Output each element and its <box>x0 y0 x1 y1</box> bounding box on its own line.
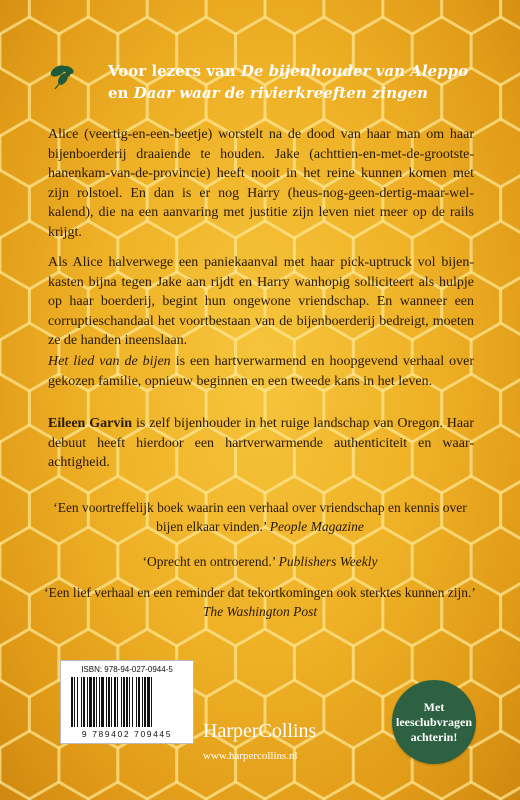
review-quote: ‘Een lief verhaal en een reminder dat tekortkomingen ook sterktes kunnen zijn.’ The Washington Post <box>44 585 476 619</box>
barcode <box>60 660 194 744</box>
book-title-inline: Het lied van de bijen <box>48 354 171 369</box>
header-line-1: Voor lezers van De bijenhouder van Aleppo <box>108 62 469 80</box>
blurb-paragraph-2: Als Alice halverwege een paniekaanval met haar pick-uptruck vol bijen-kasten bijna tegen Jake aan rijdt en Harry wanhopig solliciteert als hulpje op haar boerderij, begint hun ongewone vriendschap. En wanneer een corruptieschandaal het voortbestaan van de bijenboerderij bedreigt, moeten ze de handen ineenslaan. <box>48 255 474 348</box>
header-line-2: en Daar waar de rivierkreeften zingen <box>108 84 428 102</box>
review-quote: ‘Oprecht en ontroerend.’ Publishers Weekly <box>142 554 378 569</box>
author-bio: Eileen Garvin is zelf bijenhouder in het ruige landschap van Oregon. Haar debuut heeft hierdoor een hartverwarmende authenticiteit en waar-achtigheid. <box>48 416 474 470</box>
barcode-bars <box>69 677 185 727</box>
review-source: Publishers Weekly <box>278 554 378 569</box>
isbn-label: ISBN: 978-94-027-0944-5 <box>81 665 173 674</box>
review-source: People Magazine <box>269 519 364 534</box>
review-quote: ‘Een voortreffelijk boek waarin een verhaal over vriendschap en kennis over bijen elkaar vinden.’ People Magazine <box>53 500 467 534</box>
review-source: The Washington Post <box>202 604 318 619</box>
book-club-badge: Met leesclubvragen achterin! <box>392 680 476 764</box>
author-name: Eileen Garvin <box>48 416 133 431</box>
blurb-paragraph-1: Alice (veertig-en-een-beetje) worstelt na de dood van haar man om haar bijenboerderij draaiende te houden. Jake (achttien-en-met-de-grootste-hanenkam-van-de-provincie) heeft nooit in het reine kunnen komen met zijn rolstoel. En dan is er nog Harry (heus-nog-geen-dertig-maar-wel-kalend), die na een aanvaring met justitie zijn leven niet meer op de rails krijgt. <box>48 127 474 240</box>
publisher-logo: HarperCollins <box>203 720 317 742</box>
barcode-digits: 9 789402 709445 <box>81 729 173 739</box>
header-title-1: De bijenhouder van Aleppo <box>240 62 469 80</box>
bee-icon <box>48 62 78 90</box>
header-lines <box>108 60 488 104</box>
publisher-url: www.harpercollins.nl <box>203 750 298 762</box>
blurb-paragraph-3: Het lied van de bijen is een hartverwarmend en hoopgevend verhaal over gekozen familie, opnieuw beginnen en een tweede kans in het leven. <box>48 354 474 389</box>
header-title-2: Daar waar de rivierkreeften zingen <box>133 84 428 102</box>
